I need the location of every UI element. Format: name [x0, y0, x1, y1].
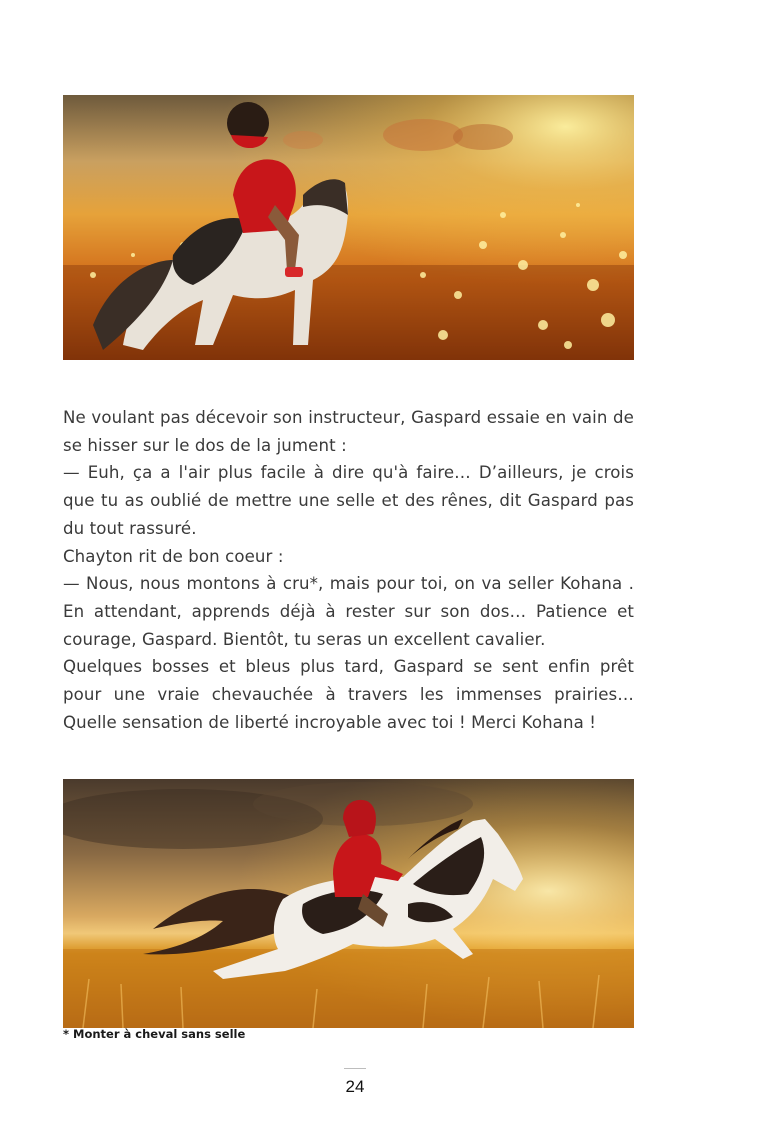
illustration-top-artwork	[63, 95, 634, 360]
story-paragraph: Ne voulant pas décevoir son instructeur, Gaspard essaie en vain de se hisser sur le dos de la jument :	[63, 408, 634, 455]
page-number-rule	[344, 1068, 366, 1069]
story-paragraph: Quelques bosses et bleus plus tard, Gaspard se sent enfin prêt pour une vraie chevauchée à travers les immenses prairies… Quelle sensation de liberté incroyable avec toi ! Merci Kohana !	[63, 657, 634, 732]
page-number: 24	[345, 1077, 365, 1096]
illustration-bottom	[63, 779, 634, 1028]
illustration-bottom-artwork	[63, 779, 634, 1028]
story-paragraph: — Euh, ça a l'air plus facile à dire qu'à faire… D’ailleurs, je crois que tu as oublié de mettre une selle et des rênes, dit Gaspard pas du tout rassuré.	[63, 463, 634, 538]
story-paragraph: Chayton rit de bon coeur :	[63, 546, 284, 566]
story-text	[63, 404, 634, 736]
story-paragraph: — Nous, nous montons à cru*, mais pour toi, on va seller Kohana . En attendant, apprends déjà à rester sur son dos… Patience et courage, Gaspard. Bientôt, tu seras un excellent cavalier.	[63, 574, 634, 649]
footnote: * Monter à cheval sans selle	[63, 1027, 246, 1041]
illustration-top	[63, 95, 634, 360]
